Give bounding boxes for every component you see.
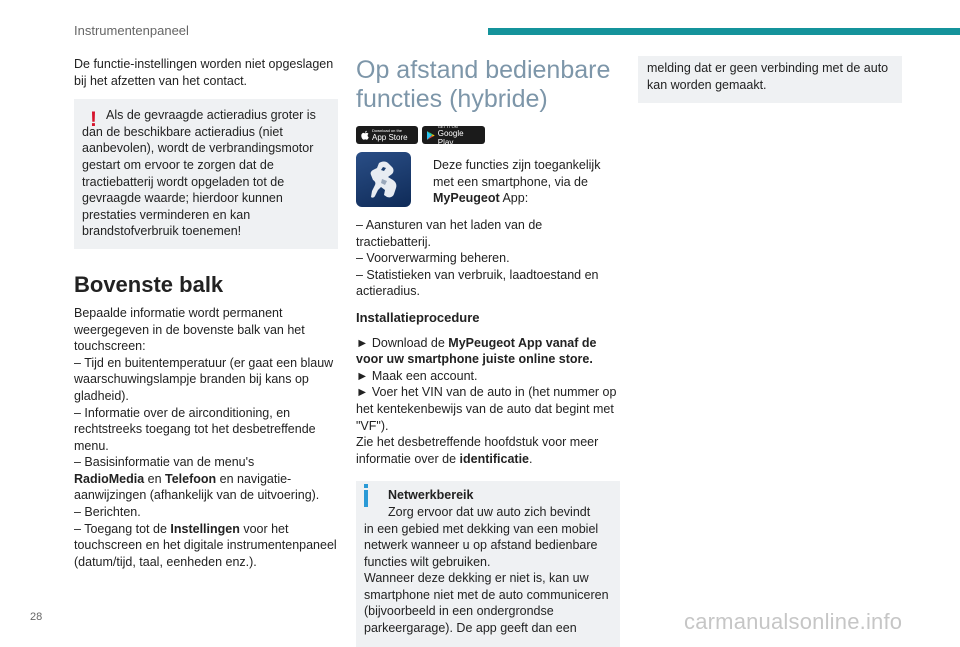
peugeot-app-icon <box>356 152 411 207</box>
store-badges <box>356 123 620 147</box>
list-text: – Basisinformatie van de menu's <box>74 455 255 470</box>
telefoon-term: Telefoon <box>165 471 217 486</box>
app-description-row <box>356 152 620 207</box>
info-title: Netwerkbereik <box>388 488 474 503</box>
info-box <box>356 481 620 646</box>
section-intro: Bepaalde informatie wordt permanent weergegeven in de bovenste balk van het touchscreen: <box>74 305 305 354</box>
continued-text: melding dat er geen verbinding met de auto kan worden gemaakt. <box>647 61 889 92</box>
reference-text <box>356 434 620 467</box>
badge-big-text: Google Play <box>437 128 464 147</box>
warning-text: Als de gevraagde actieradius groter is dan de beschikbare actieradius (niet aanbevolen), wordt de verbrandingsmotor gestart om ervoor te zorgen dat de tractiebatterij wordt opgeladen tot de gevraagde waarde; hierdoor kunnen prestaties verminderen en kan brandstofverbruik toenemen! <box>82 108 316 239</box>
play-icon <box>427 131 435 140</box>
page-number: 28 <box>30 611 43 623</box>
instellingen-term: Instellingen <box>170 521 240 536</box>
warning-icon: ! <box>90 108 97 132</box>
list-text: – Toegang tot de <box>74 521 171 536</box>
header-accent-bar <box>488 28 960 35</box>
list-item <box>74 454 338 504</box>
identificatie-term: identificatie <box>459 451 529 466</box>
app-text-suffix: App: <box>499 191 529 206</box>
step-text: ► Download de <box>356 335 449 350</box>
info-text: in een gebied met dekking van een mobiel netwerk wanneer u op afstand bedienbare functies wilt gebruiken. Wanneer deze dekking er niet is, kan uw smartphone niet met de auto communiceren (bijvoorbeeld in een ondergrondse parkeergarage). De app geeft dan een <box>364 521 609 636</box>
step-item <box>356 335 620 368</box>
info-line: Zorg ervoor dat uw auto zich bevindt <box>388 504 591 519</box>
step-item: ► Voer het VIN van de auto in (het nummer op het kentekenbewijs van de auto dat begint met "VF"). <box>356 385 617 433</box>
warning-box <box>74 99 338 249</box>
list-text: en navigatie-aanwijzingen (afhankelijk van de uitvoering). <box>74 471 320 503</box>
app-store-badge[interactable] <box>356 126 418 144</box>
list-text: en <box>144 471 166 486</box>
list-item: – Informatie over de airconditioning, en rechtstreeks toegang tot het desbetreffende menu. <box>74 405 316 453</box>
mypeugeot-term: MyPeugeot <box>433 191 500 206</box>
ref-text: Zie het desbetreffende hoofdstuk voor meer informatie over de <box>356 435 599 466</box>
column-middle <box>356 56 620 647</box>
badge-small-text: GET IT ON <box>437 123 458 129</box>
list-item: – Tijd en buitentemperatuur (er gaat een blauw waarschuwingslampje branden bij kans op gladheid). <box>74 355 334 403</box>
intro-paragraph: De functie-instellingen worden niet opgeslagen bij het afzetten van het contact. <box>74 57 334 88</box>
apple-icon <box>361 130 369 140</box>
lion-icon <box>365 159 403 201</box>
list-item: – Voorverwarming beheren. <box>356 251 510 266</box>
step-item: ► Maak een account. <box>356 368 478 383</box>
column-left <box>74 56 338 570</box>
google-play-badge[interactable] <box>422 123 485 147</box>
step-bold: MyPeugeot App vanaf de voor uw smartphone juiste online store. <box>356 335 597 367</box>
ref-text: . <box>529 451 533 466</box>
watermark: carmanualsonline.info <box>684 609 903 634</box>
app-text-intro: Deze functies zijn toegankelijk met een smartphone, via de <box>433 158 601 189</box>
list-item: – Statistieken van verbruik, laadtoestand en actieradius. <box>356 267 599 299</box>
info-box-continued <box>638 56 902 103</box>
app-text <box>433 152 620 207</box>
list-item: – Aansturen van het laden van de tractiebatterij. <box>356 218 543 249</box>
section-title: Bovenste balk <box>74 271 224 297</box>
column-right <box>638 56 902 103</box>
info-icon <box>364 490 368 507</box>
badge-big-text: App Store <box>372 133 408 142</box>
list-text: voor het touchscreen en het digitale instrumentenpaneel (datum/tijd, taal, eenheden enz.). <box>74 521 337 569</box>
list-item: – Berichten. <box>74 505 141 520</box>
page-header-title: Instrumentenpaneel <box>74 23 189 38</box>
radiomedia-term: RadioMedia <box>74 471 145 486</box>
badge-small-text: Download on the <box>372 128 403 133</box>
install-title: Installatieprocedure <box>356 309 480 325</box>
section-heading: Op afstand bedienbare functies (hybride) <box>356 56 611 113</box>
list-item <box>74 521 338 571</box>
